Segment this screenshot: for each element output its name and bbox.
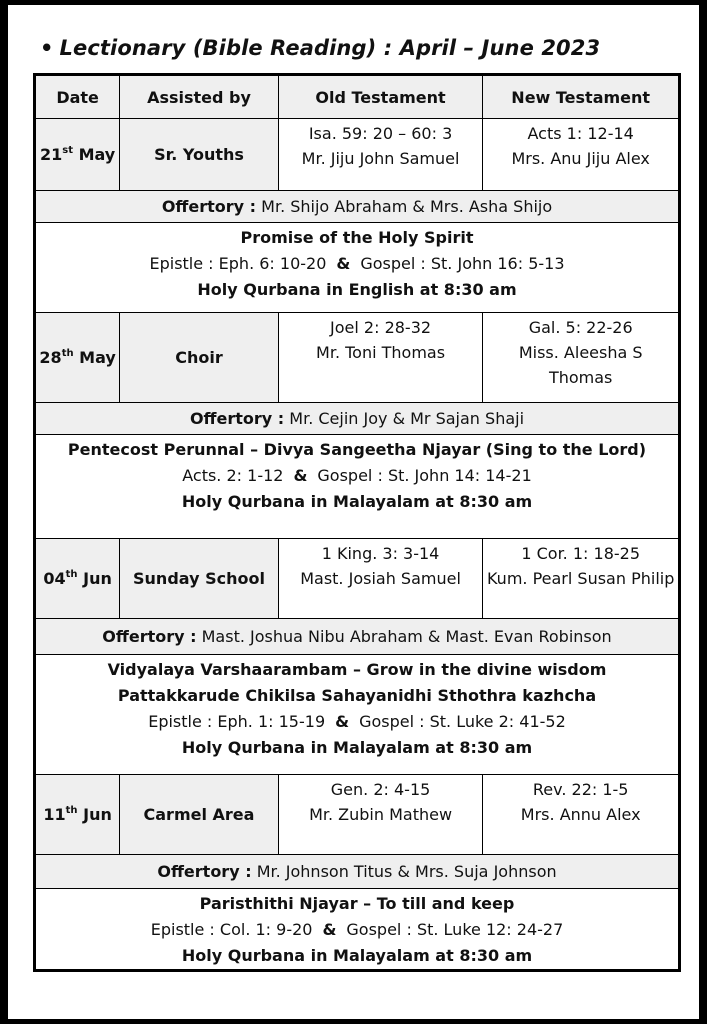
ot-reader: Mr. Jiju John Samuel (301, 149, 460, 168)
epistle-ref: Acts. 2: 1-12 (182, 466, 284, 485)
service-info-cell (35, 889, 680, 971)
service-info-cell (35, 223, 680, 313)
nt-reference: Rev. 22: 1-5 (532, 780, 629, 799)
theme-line: Pentecost Perunnal – Divya Sangeetha Njayar (Sing to the Lord) (67, 440, 647, 459)
old-testament-cell (278, 119, 483, 191)
offertory-row (35, 855, 680, 889)
ot-reference: Isa. 59: 20 – 60: 3 (308, 124, 453, 143)
ampersand-separator: & (322, 920, 337, 939)
old-testament-cell (278, 539, 483, 619)
new-testament-cell (483, 775, 680, 855)
assisted-by-cell: Carmel Area (120, 775, 278, 855)
nt-reader: Mrs. Anu Jiju Alex (511, 149, 650, 168)
date-month: Jun (83, 569, 112, 588)
offertory-label: Offertory : (102, 627, 197, 646)
offertory-cell (35, 403, 680, 435)
ot-reference: Joel 2: 28-32 (330, 318, 432, 337)
offertory-cell (35, 855, 680, 889)
service-info-cell (35, 655, 680, 775)
date-cell (35, 775, 120, 855)
qurbana-line: Holy Qurbana in English at 8:30 am (197, 280, 517, 299)
readings-line (38, 463, 676, 489)
title-text: Lectionary (Bible Reading) : April – June 2023 (59, 36, 601, 60)
header-old-testament: Old Testament (278, 75, 483, 119)
reading-row (35, 119, 680, 191)
old-testament-cell (278, 313, 483, 403)
offertory-row (35, 619, 680, 655)
qurbana-line: Holy Qurbana in Malayalam at 8:30 am (181, 738, 533, 757)
gospel-ref: Gospel : St. Luke 12: 24-27 (346, 920, 564, 939)
epistle-ref: Epistle : Eph. 1: 15-19 (148, 712, 326, 731)
offertory-names: Mr. Cejin Joy & Mr Sajan Shaji (289, 409, 525, 428)
date-suffix: th (65, 569, 78, 580)
theme-line: Vidyalaya Varshaarambam – Grow in the divine wisdom (107, 660, 607, 679)
theme-line: Promise of the Holy Spirit (240, 228, 474, 247)
ampersand-separator: & (335, 712, 350, 731)
ot-reference: Gen. 2: 4-15 (330, 780, 431, 799)
header-row (35, 75, 680, 119)
ot-reader: Mast. Josiah Samuel (300, 569, 461, 588)
date-day: 11 (43, 805, 66, 824)
service-info-row (35, 655, 680, 775)
ot-reader: Mr. Zubin Mathew (309, 805, 453, 824)
date-cell (35, 119, 120, 191)
offertory-row (35, 191, 680, 223)
new-testament-cell (483, 119, 680, 191)
date-suffix: th (61, 348, 74, 359)
theme-line: Pattakkarude Chikilsa Sahayanidhi Sthothra kazhcha (117, 686, 597, 705)
ot-reader: Mr. Toni Thomas (316, 343, 446, 362)
service-info-row (35, 223, 680, 313)
date-cell (35, 313, 120, 403)
ampersand-separator: & (336, 254, 351, 273)
date-month: May (79, 348, 116, 367)
service-info-row (35, 435, 680, 539)
nt-reader: Miss. Aleesha S Thomas (518, 343, 643, 387)
page-title (40, 36, 600, 60)
offertory-label: Offertory : (189, 409, 285, 428)
theme-line: Paristhithi Njayar – To till and keep (199, 894, 515, 913)
new-testament-cell (483, 539, 680, 619)
gospel-ref: Gospel : St. Luke 2: 41-52 (359, 712, 566, 731)
nt-reader: Kum. Pearl Susan Philip (486, 569, 675, 588)
readings-line (38, 917, 676, 943)
offertory-cell (35, 619, 680, 655)
epistle-ref: Epistle : Col. 1: 9-20 (150, 920, 313, 939)
epistle-ref: Epistle : Eph. 6: 10-20 (149, 254, 327, 273)
date-suffix: st (62, 145, 73, 156)
nt-reference: 1 Cor. 1: 18-25 (521, 544, 640, 563)
service-info-cell (35, 435, 680, 539)
new-testament-cell (483, 313, 680, 403)
nt-reader: Mrs. Annu Alex (520, 805, 641, 824)
date-cell (35, 539, 120, 619)
header-date: Date (35, 75, 120, 119)
readings-line (38, 251, 676, 277)
offertory-cell (35, 191, 680, 223)
gospel-ref: Gospel : St. John 16: 5-13 (360, 254, 565, 273)
ot-reference: 1 King. 3: 3-14 (321, 544, 440, 563)
assisted-by-cell: Sr. Youths (120, 119, 278, 191)
date-day: 04 (43, 569, 66, 588)
date-month: Jun (83, 805, 112, 824)
readings-line (38, 709, 676, 735)
service-info-row (35, 889, 680, 971)
header-new-testament: New Testament (483, 75, 680, 119)
nt-reference: Acts 1: 12-14 (527, 124, 634, 143)
offertory-label: Offertory : (161, 197, 257, 216)
reading-row (35, 775, 680, 855)
date-day: 28 (39, 348, 62, 367)
reading-row (35, 539, 680, 619)
date-month: May (78, 145, 116, 164)
date-suffix: th (65, 805, 78, 816)
lectionary-table (33, 73, 681, 972)
offertory-names: Mr. Shijo Abraham & Mrs. Asha Shijo (261, 197, 553, 216)
assisted-by-cell: Sunday School (120, 539, 278, 619)
qurbana-line: Holy Qurbana in Malayalam at 8:30 am (181, 492, 533, 511)
assisted-by-cell: Choir (120, 313, 278, 403)
nt-reference: Gal. 5: 22-26 (528, 318, 633, 337)
offertory-names: Mast. Joshua Nibu Abraham & Mast. Evan Robinson (201, 627, 612, 646)
date-day: 21 (40, 145, 63, 164)
gospel-ref: Gospel : St. John 14: 14-21 (317, 466, 532, 485)
reading-row (35, 313, 680, 403)
old-testament-cell (278, 775, 483, 855)
offertory-label: Offertory : (157, 862, 252, 881)
bullet-icon: • (40, 36, 54, 60)
ampersand-separator: & (293, 466, 308, 485)
qurbana-line: Holy Qurbana in Malayalam at 8:30 am (181, 946, 533, 965)
offertory-row (35, 403, 680, 435)
header-assisted-by: Assisted by (120, 75, 278, 119)
offertory-names: Mr. Johnson Titus & Mrs. Suja Johnson (256, 862, 557, 881)
